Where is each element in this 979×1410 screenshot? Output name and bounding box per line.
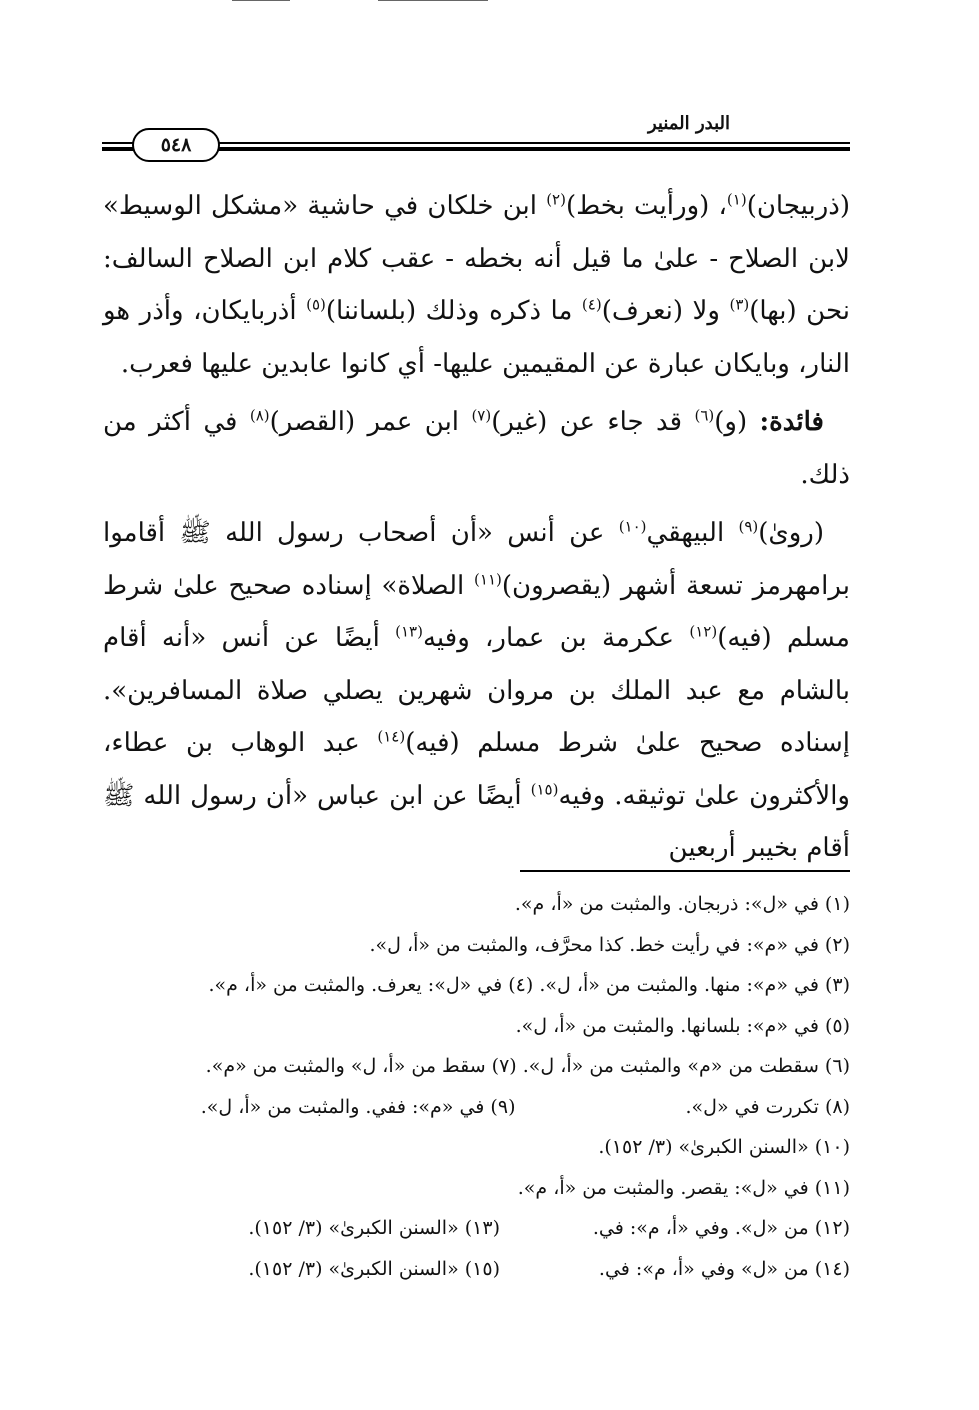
footnote-text: (١٥) «السنن الكبرىٰ» (٣/ ١٥٢). [248, 1257, 500, 1280]
top-edge-mark [232, 0, 290, 1]
footnote-ref: (١٠) [618, 517, 647, 536]
footnote [150, 1168, 850, 1209]
paragraph [103, 180, 850, 390]
footnote-ref: (٨) [249, 406, 270, 425]
footnotes [150, 884, 850, 1289]
text-run: ولا (نعرف) [601, 296, 730, 326]
book-title: البدر المنير [647, 113, 730, 134]
text-run: الصلاة» إسناده صحيح علىٰ شرط مسلم (فيه) [103, 570, 850, 653]
text-run: ابن خلكان في حاشية «مشكل الوسيط» لابن الصلاح - علىٰ ما قيل أنه بخطه - عقب كلام ابن الصلاح السالف: نحن (بها) [103, 191, 850, 326]
text-run: ما ذكره وذلك (بلساننا) [325, 296, 582, 326]
footnote-text: (٥) في «م»: بلسانها. والمثبت من «أ، ل». [515, 1014, 850, 1037]
footnote-text: (٦) سقطت من «م» والمثبت من «أ، ل». (٧) سقط من «أ، ل» والمثبت من «م». [205, 1055, 850, 1077]
text-run: (روىٰ) [758, 518, 824, 548]
text-run: أذربايكان، وأذر هو النار، وبايكان عبارة عن المقيمين عليها- أي كانوا عابدين عليها فعرب. [103, 296, 850, 379]
text-run: (و) [714, 407, 760, 437]
text-run: أيضًا عن أنس «أنه أقام بالشام مع عبد الملك بن مروان شهرين يصلي صلاة المسافرين». إسناده صحيح علىٰ شرط مسلم (فيه) [103, 623, 850, 758]
paragraph [103, 396, 850, 501]
text-run: قد جاء عن (غير) [491, 407, 695, 437]
footnote-text: (١٣) «السنن الكبرىٰ» (٣/ ١٥٢). [248, 1217, 500, 1239]
footnote [150, 965, 850, 1006]
footnote-ref: (١٥) [530, 779, 559, 798]
footnote [150, 1127, 850, 1168]
footnote-ref: (١٣) [395, 622, 423, 641]
text-run: عكرمة بن عمار، وفيه [422, 623, 690, 653]
footnote-text: (١٠) «السنن الكبرىٰ» (٣/ ١٥٢). [598, 1136, 850, 1158]
fawaid-label: فائدة: [759, 407, 824, 437]
footnote-ref: (٦) [694, 406, 715, 425]
footnote-ref: (٥) [306, 295, 326, 314]
text-run: ابن عمر (القصر) [269, 407, 472, 437]
footnote [150, 925, 850, 966]
footnote-text: (١٢) من «ل». وفي «أ، م»: في. [592, 1217, 850, 1239]
footnote-text: (٢) في «م»: في رأيت خط. كذا محرَّف، والمثبت من «أ، ل». [369, 933, 850, 956]
footnote-ref: (١١) [474, 569, 502, 588]
footnote-text: (٩) في «م»: ففي. والمثبت من «أ، ل». [200, 1095, 516, 1118]
text-run: في أكثر من ذلك. [103, 407, 850, 490]
footnote-ref: (٧) [471, 406, 492, 425]
top-edge-mark [378, 0, 488, 1]
footnote [150, 884, 850, 925]
footnote-ref: (٩) [738, 517, 759, 536]
page-number: ٥٤٨ [132, 128, 220, 162]
text-run: أيضًا عن ابن عباس «أن رسول الله ﷺ أقام بخيبر أربعين [103, 780, 850, 863]
footnote-ref: (٤) [581, 295, 602, 314]
footnote-ref: (١) [726, 190, 747, 209]
footnote [150, 1006, 850, 1047]
text-run: (ذربيجان) [746, 191, 850, 221]
paragraph [103, 507, 850, 875]
footnote-separator [520, 870, 850, 872]
main-text [103, 180, 850, 875]
text-run: عبد الوهاب بن عطاء، والأكثرون علىٰ توثيقه. وفيه [103, 728, 850, 811]
footnote-ref: (٣) [729, 295, 750, 314]
footnote [150, 1087, 850, 1128]
footnote-ref: (٢) [546, 190, 566, 209]
footnote-text: (١١) في «ل»: يقصر. والمثبت من «أ، م». [517, 1176, 850, 1199]
footnote-ref: (١٤) [377, 727, 406, 746]
text-run: ، (ورأيت بخط) [565, 191, 727, 221]
text-run: عن أنس «أن أصحاب رسول الله ﷺ أقاموا برامهرمز تسعة أشهر (يقصرون) [103, 518, 850, 601]
footnote-text: (١) في «ل»: ذربجان. والمثبت من «أ، م». [514, 893, 850, 915]
footnote-text: (٣) في «م»: منها. والمثبت من «أ، ل». (٤) في «ل»: يعرف. والمثبت من «أ، م». [208, 974, 850, 996]
footnote [150, 1249, 850, 1290]
page-header [102, 105, 850, 165]
footnote [150, 1046, 850, 1087]
footnote-text: (١٤) من «ل» وفي «أ، م»: في. [598, 1257, 850, 1280]
footnote-ref: (١٢) [689, 622, 718, 641]
footnote [150, 1208, 850, 1249]
text-run: البيهقي [646, 518, 739, 548]
footnote-text: (٨) تكررت في «ل». [685, 1095, 850, 1118]
